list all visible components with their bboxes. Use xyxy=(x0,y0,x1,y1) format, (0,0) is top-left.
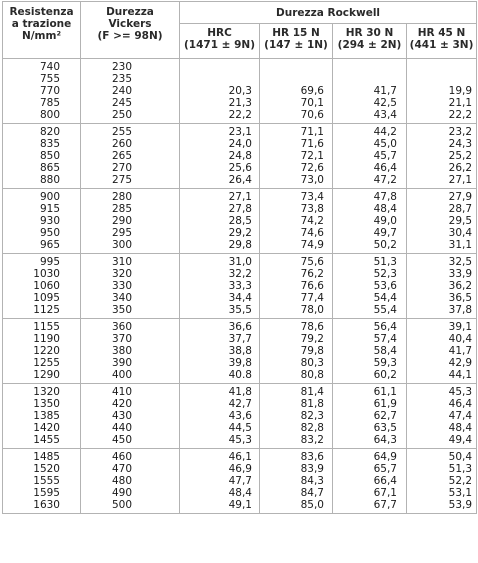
hr15n-cell xyxy=(260,384,333,449)
vickers-value: 300 xyxy=(112,239,133,251)
hr15n-value: 85,0 xyxy=(300,499,324,511)
hr15n-value: 83,2 xyxy=(300,434,324,446)
header-rockwell-group: Durezza Rockwell xyxy=(180,2,477,24)
hr15n-value: 83,9 xyxy=(300,463,324,475)
tensile-value: 965 xyxy=(39,239,60,251)
tensile-value: 820 xyxy=(39,126,60,138)
vickers-value: 370 xyxy=(112,333,133,345)
header-hr15n-load: (147 ± 1N) xyxy=(264,39,328,51)
table-row-group xyxy=(3,189,477,254)
tensile-value: 740 xyxy=(39,61,60,73)
vickers-value: 260 xyxy=(112,138,133,150)
hrc-value: 33,3 xyxy=(228,280,252,292)
tensile-value: 835 xyxy=(39,138,60,150)
hr30n-value: 60,2 xyxy=(373,369,397,381)
header-tensile-line-1: Resistenza xyxy=(9,6,74,18)
vickers-value: 295 xyxy=(112,227,133,239)
hr15n-value: 79,8 xyxy=(300,345,324,357)
header-hr15n xyxy=(260,24,333,59)
hr45n-value xyxy=(407,73,476,85)
vickers-value: 270 xyxy=(112,162,133,174)
hrc-value: 32,2 xyxy=(228,268,252,280)
hr30n-value: 67,7 xyxy=(373,499,397,511)
tensile-cell xyxy=(3,189,81,254)
hr45n-value: 45,3 xyxy=(448,386,473,398)
hr30n-value: 45,0 xyxy=(373,138,397,150)
vickers-value: 330 xyxy=(112,280,133,292)
vickers-value: 360 xyxy=(112,321,133,333)
hr30n-value: 47,8 xyxy=(373,191,397,203)
tensile-value: 1350 xyxy=(33,398,60,410)
hr15n-value: 80,8 xyxy=(300,369,324,381)
hr15n-value: 79,2 xyxy=(300,333,324,345)
hr45n-value: 27,1 xyxy=(448,174,473,186)
hr30n-value: 65,7 xyxy=(373,463,397,475)
hrc-value: 20,3 xyxy=(228,85,252,97)
hrc-value: 29,2 xyxy=(228,227,252,239)
header-vickers-line-3: (F >= 98N) xyxy=(97,30,163,42)
hr45n-value: 51,3 xyxy=(448,463,473,475)
header-hrc-label: HRC xyxy=(207,27,232,39)
tensile-value: 880 xyxy=(39,174,60,186)
hr30n-cell xyxy=(333,384,407,449)
hr30n-value: 47,2 xyxy=(373,174,397,186)
hr15n-value: 78,6 xyxy=(300,321,324,333)
tensile-value: 1595 xyxy=(33,487,60,499)
hr45n-value: 49,4 xyxy=(448,434,473,446)
hr15n-cell xyxy=(260,59,333,124)
hr15n-value: 81,4 xyxy=(300,386,324,398)
header-hr15n-label: HR 15 N xyxy=(272,27,320,39)
hrc-value: 43,6 xyxy=(228,410,252,422)
hr15n-cell xyxy=(260,254,333,319)
hrc-value: 24,8 xyxy=(228,150,252,162)
hrc-value: 45,3 xyxy=(228,434,252,446)
hr30n-value: 44,2 xyxy=(373,126,397,138)
tensile-value: 1455 xyxy=(33,434,60,446)
tensile-value: 1220 xyxy=(33,345,60,357)
hr30n-value: 45,7 xyxy=(373,150,397,162)
header-tensile-strength xyxy=(3,2,81,59)
table-row-group xyxy=(3,124,477,189)
hr45n-value: 25,2 xyxy=(448,150,473,162)
header-hr30n xyxy=(333,24,407,59)
hr15n-value: 76,6 xyxy=(300,280,324,292)
hrc-value: 27,1 xyxy=(228,191,252,203)
hr30n-value: 66,4 xyxy=(373,475,397,487)
hr15n-value: 72,1 xyxy=(300,150,324,162)
vickers-value: 430 xyxy=(112,410,133,422)
tensile-value: 900 xyxy=(39,191,60,203)
vickers-cell xyxy=(81,384,180,449)
tensile-value: 995 xyxy=(39,256,60,268)
hr15n-value: 82,8 xyxy=(300,422,324,434)
hr30n-value: 59,3 xyxy=(373,357,397,369)
hr30n-value: 63,5 xyxy=(373,422,397,434)
header-vickers-hardness xyxy=(81,2,180,59)
tensile-value: 1125 xyxy=(33,304,60,316)
hr45n-value: 46,4 xyxy=(448,398,473,410)
hr30n-value: 52,3 xyxy=(373,268,397,280)
vickers-value: 280 xyxy=(112,191,133,203)
hr15n-cell xyxy=(260,449,333,514)
hr45n-value: 36,2 xyxy=(448,280,473,292)
hr45n-value: 27,9 xyxy=(448,191,473,203)
vickers-value: 255 xyxy=(112,126,133,138)
tensile-value: 1030 xyxy=(33,268,60,280)
hrc-value: 46,1 xyxy=(228,451,252,463)
hrc-value xyxy=(180,61,259,73)
hr15n-value xyxy=(260,61,332,73)
header-hr45n-label: HR 45 N xyxy=(417,27,466,39)
hr45n-value: 42,9 xyxy=(448,357,473,369)
vickers-value: 230 xyxy=(112,61,133,73)
hr30n-value: 55,4 xyxy=(373,304,397,316)
hrc-cell xyxy=(180,449,260,514)
hr45n-value: 44,1 xyxy=(448,369,473,381)
tensile-value: 1630 xyxy=(33,499,60,511)
hr45n-value: 33,9 xyxy=(448,268,473,280)
tensile-value: 1420 xyxy=(33,422,60,434)
vickers-value: 470 xyxy=(112,463,133,475)
table-row-group xyxy=(3,449,477,514)
hr30n-value: 49,7 xyxy=(373,227,397,239)
hr15n-value: 71,6 xyxy=(300,138,324,150)
vickers-value: 450 xyxy=(112,434,133,446)
vickers-value: 390 xyxy=(112,357,133,369)
vickers-value: 240 xyxy=(112,85,133,97)
hardness-conversion-table xyxy=(2,1,477,514)
tensile-cell xyxy=(3,124,81,189)
hrc-value: 41,8 xyxy=(228,386,252,398)
hrc-value xyxy=(180,73,259,85)
hr30n-value: 54,4 xyxy=(373,292,397,304)
tensile-cell xyxy=(3,449,81,514)
tensile-value: 800 xyxy=(39,109,60,121)
tensile-value: 865 xyxy=(39,162,60,174)
hr45n-value: 32,5 xyxy=(448,256,473,268)
table-row-group xyxy=(3,59,477,124)
hr45n-value: 30,4 xyxy=(448,227,473,239)
hr30n-value: 42,5 xyxy=(373,97,397,109)
hr45n-value: 53,1 xyxy=(448,487,473,499)
hr45n-cell xyxy=(407,124,477,189)
hr30n-value: 50,2 xyxy=(373,239,397,251)
vickers-value: 275 xyxy=(112,174,133,186)
hr45n-value: 26,2 xyxy=(448,162,473,174)
hrc-cell xyxy=(180,254,260,319)
hrc-value: 22,2 xyxy=(228,109,252,121)
vickers-cell xyxy=(81,124,180,189)
hr15n-value: 84,7 xyxy=(300,487,324,499)
vickers-value: 310 xyxy=(112,256,133,268)
tensile-value: 1255 xyxy=(33,357,60,369)
hr15n-value: 74,6 xyxy=(300,227,324,239)
hrc-value: 40.8 xyxy=(228,369,252,381)
hrc-value: 48,4 xyxy=(228,487,252,499)
hr30n-cell xyxy=(333,189,407,254)
vickers-value: 500 xyxy=(112,499,133,511)
table-row-group xyxy=(3,319,477,384)
hr30n-value xyxy=(333,61,406,73)
hr30n-cell xyxy=(333,59,407,124)
tensile-value: 930 xyxy=(39,215,60,227)
hr45n-cell xyxy=(407,319,477,384)
tensile-value: 950 xyxy=(39,227,60,239)
hr30n-cell xyxy=(333,319,407,384)
hr15n-value: 82,3 xyxy=(300,410,324,422)
vickers-cell xyxy=(81,59,180,124)
hrc-value: 25,6 xyxy=(228,162,252,174)
hr15n-value: 74,9 xyxy=(300,239,324,251)
vickers-cell xyxy=(81,449,180,514)
hrc-value: 28,5 xyxy=(228,215,252,227)
hrc-cell xyxy=(180,384,260,449)
table-row-group xyxy=(3,254,477,319)
vickers-value: 410 xyxy=(112,386,133,398)
hr30n-value: 53,6 xyxy=(373,280,397,292)
hr30n-value: 51,3 xyxy=(373,256,397,268)
hr30n-value: 49,0 xyxy=(373,215,397,227)
hr15n-value: 80,3 xyxy=(300,357,324,369)
hrc-value: 44,5 xyxy=(228,422,252,434)
hrc-value: 21,3 xyxy=(228,97,252,109)
hr15n-value: 81,8 xyxy=(300,398,324,410)
hr30n-value: 57,4 xyxy=(373,333,397,345)
hrc-cell xyxy=(180,124,260,189)
hr30n-value: 58,4 xyxy=(373,345,397,357)
header-hr45n-load: (441 ± 3N) xyxy=(409,39,474,51)
hr45n-cell xyxy=(407,59,477,124)
hr45n-value: 48,4 xyxy=(448,422,473,434)
tensile-value: 850 xyxy=(39,150,60,162)
hr15n-value: 71,1 xyxy=(300,126,324,138)
hr45n-cell xyxy=(407,449,477,514)
hrc-value: 39,8 xyxy=(228,357,252,369)
hr15n-cell xyxy=(260,124,333,189)
hardness-conversion-table-wrapper xyxy=(2,1,476,514)
hr15n-cell xyxy=(260,189,333,254)
hrc-value: 46,9 xyxy=(228,463,252,475)
tensile-value: 785 xyxy=(39,97,60,109)
vickers-value: 380 xyxy=(112,345,133,357)
tensile-cell xyxy=(3,254,81,319)
hr30n-value: 61,9 xyxy=(373,398,397,410)
tensile-value: 1385 xyxy=(33,410,60,422)
header-hr45n xyxy=(407,24,477,59)
hrc-value: 31,0 xyxy=(228,256,252,268)
header-vickers-line-1: Durezza xyxy=(106,6,154,18)
hr15n-value: 73,4 xyxy=(300,191,324,203)
hr30n-value: 46,4 xyxy=(373,162,397,174)
hrc-value: 49,1 xyxy=(228,499,252,511)
hr45n-value: 29,5 xyxy=(448,215,473,227)
hrc-value: 42,7 xyxy=(228,398,252,410)
hr15n-value: 74,2 xyxy=(300,215,324,227)
hr45n-value: 24,3 xyxy=(448,138,473,150)
tensile-value: 1155 xyxy=(33,321,60,333)
hr45n-value: 40,4 xyxy=(448,333,473,345)
hr15n-value: 77,4 xyxy=(300,292,324,304)
hr15n-value: 70,1 xyxy=(300,97,324,109)
hrc-cell xyxy=(180,189,260,254)
hr30n-cell xyxy=(333,449,407,514)
vickers-value: 285 xyxy=(112,203,133,215)
vickers-value: 480 xyxy=(112,475,133,487)
tensile-cell xyxy=(3,384,81,449)
header-tensile-line-2: a trazione xyxy=(11,18,72,30)
tensile-value: 770 xyxy=(39,85,60,97)
hr30n-value xyxy=(333,73,406,85)
vickers-value: 320 xyxy=(112,268,133,280)
vickers-cell xyxy=(81,254,180,319)
hr45n-cell xyxy=(407,189,477,254)
hr30n-value: 56,4 xyxy=(373,321,397,333)
hr15n-value: 72,6 xyxy=(300,162,324,174)
tensile-value: 1190 xyxy=(33,333,60,345)
hr45n-value: 52,2 xyxy=(448,475,473,487)
vickers-value: 250 xyxy=(112,109,133,121)
hrc-value: 29,8 xyxy=(228,239,252,251)
hrc-cell xyxy=(180,319,260,384)
vickers-value: 245 xyxy=(112,97,133,109)
hr30n-value: 41,7 xyxy=(373,85,397,97)
tensile-value: 1520 xyxy=(33,463,60,475)
vickers-value: 350 xyxy=(112,304,133,316)
vickers-value: 400 xyxy=(112,369,133,381)
hr15n-value: 70,6 xyxy=(300,109,324,121)
tensile-value: 1555 xyxy=(33,475,60,487)
hr45n-value: 21,1 xyxy=(448,97,473,109)
header-tensile-line-3: N/mm² xyxy=(21,30,62,42)
tensile-value: 915 xyxy=(39,203,60,215)
hrc-value: 38,8 xyxy=(228,345,252,357)
hrc-value: 23,1 xyxy=(228,126,252,138)
tensile-value: 1060 xyxy=(33,280,60,292)
hr45n-value: 37,8 xyxy=(448,304,473,316)
vickers-value: 440 xyxy=(112,422,133,434)
hr15n-value: 76,2 xyxy=(300,268,324,280)
hr45n-cell xyxy=(407,254,477,319)
hr45n-value: 22,2 xyxy=(448,109,473,121)
hr30n-value: 43,4 xyxy=(373,109,397,121)
vickers-cell xyxy=(81,189,180,254)
hr30n-value: 61,1 xyxy=(373,386,397,398)
hr45n-value: 23,2 xyxy=(448,126,473,138)
table-header xyxy=(3,2,477,59)
hr45n-value: 41,7 xyxy=(448,345,473,357)
vickers-value: 460 xyxy=(112,451,133,463)
hrc-value: 34,4 xyxy=(228,292,252,304)
vickers-value: 420 xyxy=(112,398,133,410)
hr45n-value: 39,1 xyxy=(448,321,473,333)
hr45n-value xyxy=(407,61,476,73)
hr15n-value: 69,6 xyxy=(300,85,324,97)
header-hr30n-load: (294 ± 2N) xyxy=(337,39,402,51)
hr30n-value: 64,3 xyxy=(373,434,397,446)
header-hrc xyxy=(180,24,260,59)
hr30n-value: 62,7 xyxy=(373,410,397,422)
hr30n-value: 48,4 xyxy=(373,203,397,215)
hr15n-value xyxy=(260,73,332,85)
vickers-value: 340 xyxy=(112,292,133,304)
hr15n-cell xyxy=(260,319,333,384)
hrc-value: 26,4 xyxy=(228,174,252,186)
tensile-value: 755 xyxy=(39,73,60,85)
hr45n-value: 28,7 xyxy=(448,203,473,215)
hr15n-value: 84,3 xyxy=(300,475,324,487)
vickers-value: 490 xyxy=(112,487,133,499)
tensile-cell xyxy=(3,319,81,384)
hr30n-value: 67,1 xyxy=(373,487,397,499)
hr45n-value: 50,4 xyxy=(448,451,473,463)
hrc-value: 35,5 xyxy=(228,304,252,316)
hr15n-value: 75,6 xyxy=(300,256,324,268)
hr45n-value: 19,9 xyxy=(448,85,473,97)
vickers-value: 290 xyxy=(112,215,133,227)
hr45n-cell xyxy=(407,384,477,449)
tensile-value: 1290 xyxy=(33,369,60,381)
hrc-value: 24,0 xyxy=(228,138,252,150)
hr15n-value: 83,6 xyxy=(300,451,324,463)
vickers-value: 235 xyxy=(112,73,133,85)
header-hrc-load: (1471 ± 9N) xyxy=(183,39,256,51)
hr45n-value: 31,1 xyxy=(448,239,473,251)
hr30n-cell xyxy=(333,254,407,319)
header-hr30n-label: HR 30 N xyxy=(345,27,394,39)
tensile-value: 1095 xyxy=(33,292,60,304)
hrc-value: 27,8 xyxy=(228,203,252,215)
tensile-value: 1485 xyxy=(33,451,60,463)
hrc-value: 36,6 xyxy=(228,321,252,333)
hrc-cell xyxy=(180,59,260,124)
hr45n-value: 53,9 xyxy=(448,499,473,511)
hrc-value: 37,7 xyxy=(228,333,252,345)
header-vickers-line-2: Vickers xyxy=(108,18,152,30)
vickers-cell xyxy=(81,319,180,384)
hrc-value: 47,7 xyxy=(228,475,252,487)
tensile-value: 1320 xyxy=(33,386,60,398)
hr45n-value: 47,4 xyxy=(448,410,473,422)
hr15n-value: 73,0 xyxy=(300,174,324,186)
table-row-group xyxy=(3,384,477,449)
hr30n-value: 64,9 xyxy=(373,451,397,463)
hr30n-cell xyxy=(333,124,407,189)
tensile-cell xyxy=(3,59,81,124)
table-body xyxy=(3,59,477,514)
hr45n-value: 36,5 xyxy=(448,292,473,304)
hr15n-value: 73,8 xyxy=(300,203,324,215)
hr15n-value: 78,0 xyxy=(300,304,324,316)
vickers-value: 265 xyxy=(112,150,133,162)
